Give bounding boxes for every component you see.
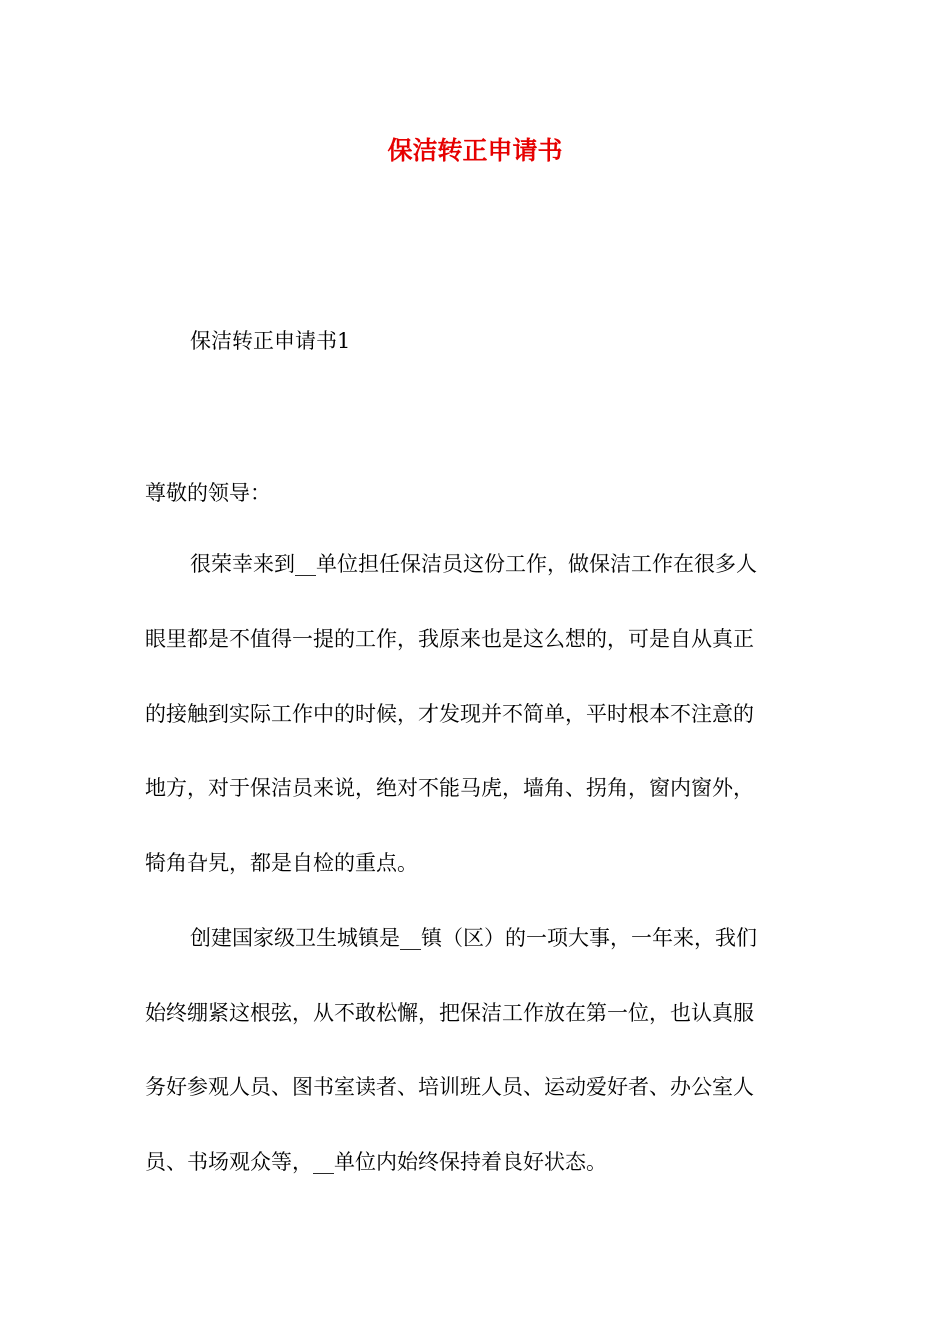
paragraph-line: 地方，对于保洁员来说，绝对不能马虎，墙角、拐角，窗内窗外，: [145, 776, 754, 800]
section-heading: 保洁转正申请书1: [190, 329, 351, 353]
paragraph-line: 的接触到实际工作中的时候，才发现并不简单，平时根本不注意的: [145, 702, 754, 726]
paragraph-line: 犄角旮旯，都是自检的重点。: [145, 851, 418, 875]
paragraph-line: 很荣幸来到__单位担任保洁员这份工作，做保洁工作在很多人: [190, 552, 757, 576]
paragraph-line: 始终绷紧这根弦，从不敢松懈，把保洁工作放在第一位，也认真服: [145, 1001, 754, 1025]
paragraph-line: 员、书场观众等，__单位内始终保持着良好状态。: [145, 1150, 607, 1174]
paragraph-line: 务好参观人员、图书室读者、培训班人员、运动爱好者、办公室人: [145, 1075, 754, 1099]
paragraph-line: 眼里都是不值得一提的工作，我原来也是这么想的，可是自从真正: [145, 627, 754, 651]
paragraph-line: 创建国家级卫生城镇是__镇（区）的一项大事，一年来，我们: [190, 926, 757, 950]
document-title: 保洁转正申请书: [387, 136, 563, 165]
salutation: 尊敬的领导：: [145, 481, 271, 505]
